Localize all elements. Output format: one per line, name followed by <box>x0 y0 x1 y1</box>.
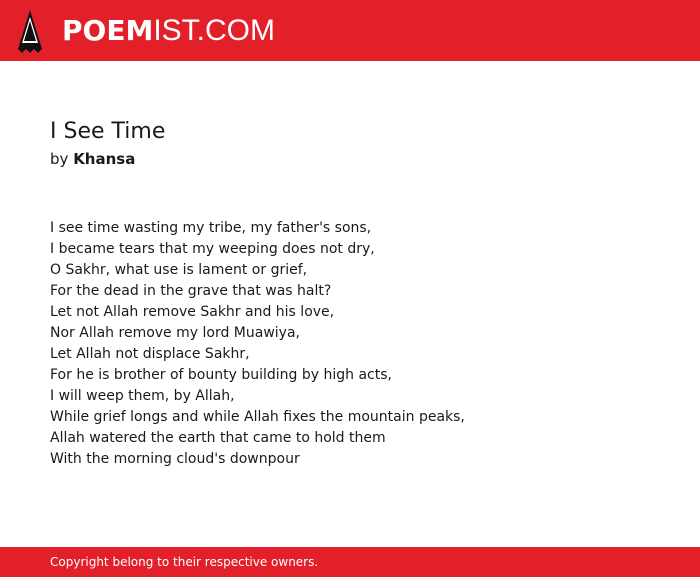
site-footer <box>0 547 700 577</box>
poem-line: Nor Allah remove my lord Muawiya, <box>50 325 300 341</box>
site-logo-link[interactable] <box>17 9 275 53</box>
site-logo-text <box>62 9 275 53</box>
copyright-text: Copyright belong to their respective owners. <box>50 555 319 569</box>
poem-line: Let Allah not displace Sakhr, <box>50 346 250 362</box>
poem-line: Allah watered the earth that came to hold them <box>50 430 386 446</box>
logo-light-text: IST.COM <box>153 14 275 47</box>
site-header <box>0 0 700 61</box>
poem-line: O Sakhr, what use is lament or grief, <box>50 262 308 278</box>
poem-body <box>50 218 670 470</box>
byline-label: by <box>50 150 69 168</box>
poem-line: I see time wasting my tribe, my father's sons, <box>50 220 372 236</box>
poem-line: With the morning cloud's downpour <box>50 451 300 467</box>
poem-line: Let not Allah remove Sakhr and his love, <box>50 304 335 320</box>
poem-title: I See Time <box>50 119 166 144</box>
logo-bold-text: POEM <box>62 14 154 47</box>
poem-line: While grief longs and while Allah fixes the mountain peaks, <box>50 409 465 425</box>
poem-line: For the dead in the grave that was halt? <box>50 283 332 299</box>
poem-line: For he is brother of bounty building by high acts, <box>50 367 392 383</box>
pencil-icon <box>17 9 43 53</box>
author-link[interactable]: Khansa <box>73 150 136 168</box>
poem-byline <box>50 149 135 169</box>
poem-line: I became tears that my weeping does not dry, <box>50 241 375 257</box>
poem-line: I will weep them, by Allah, <box>50 388 235 404</box>
